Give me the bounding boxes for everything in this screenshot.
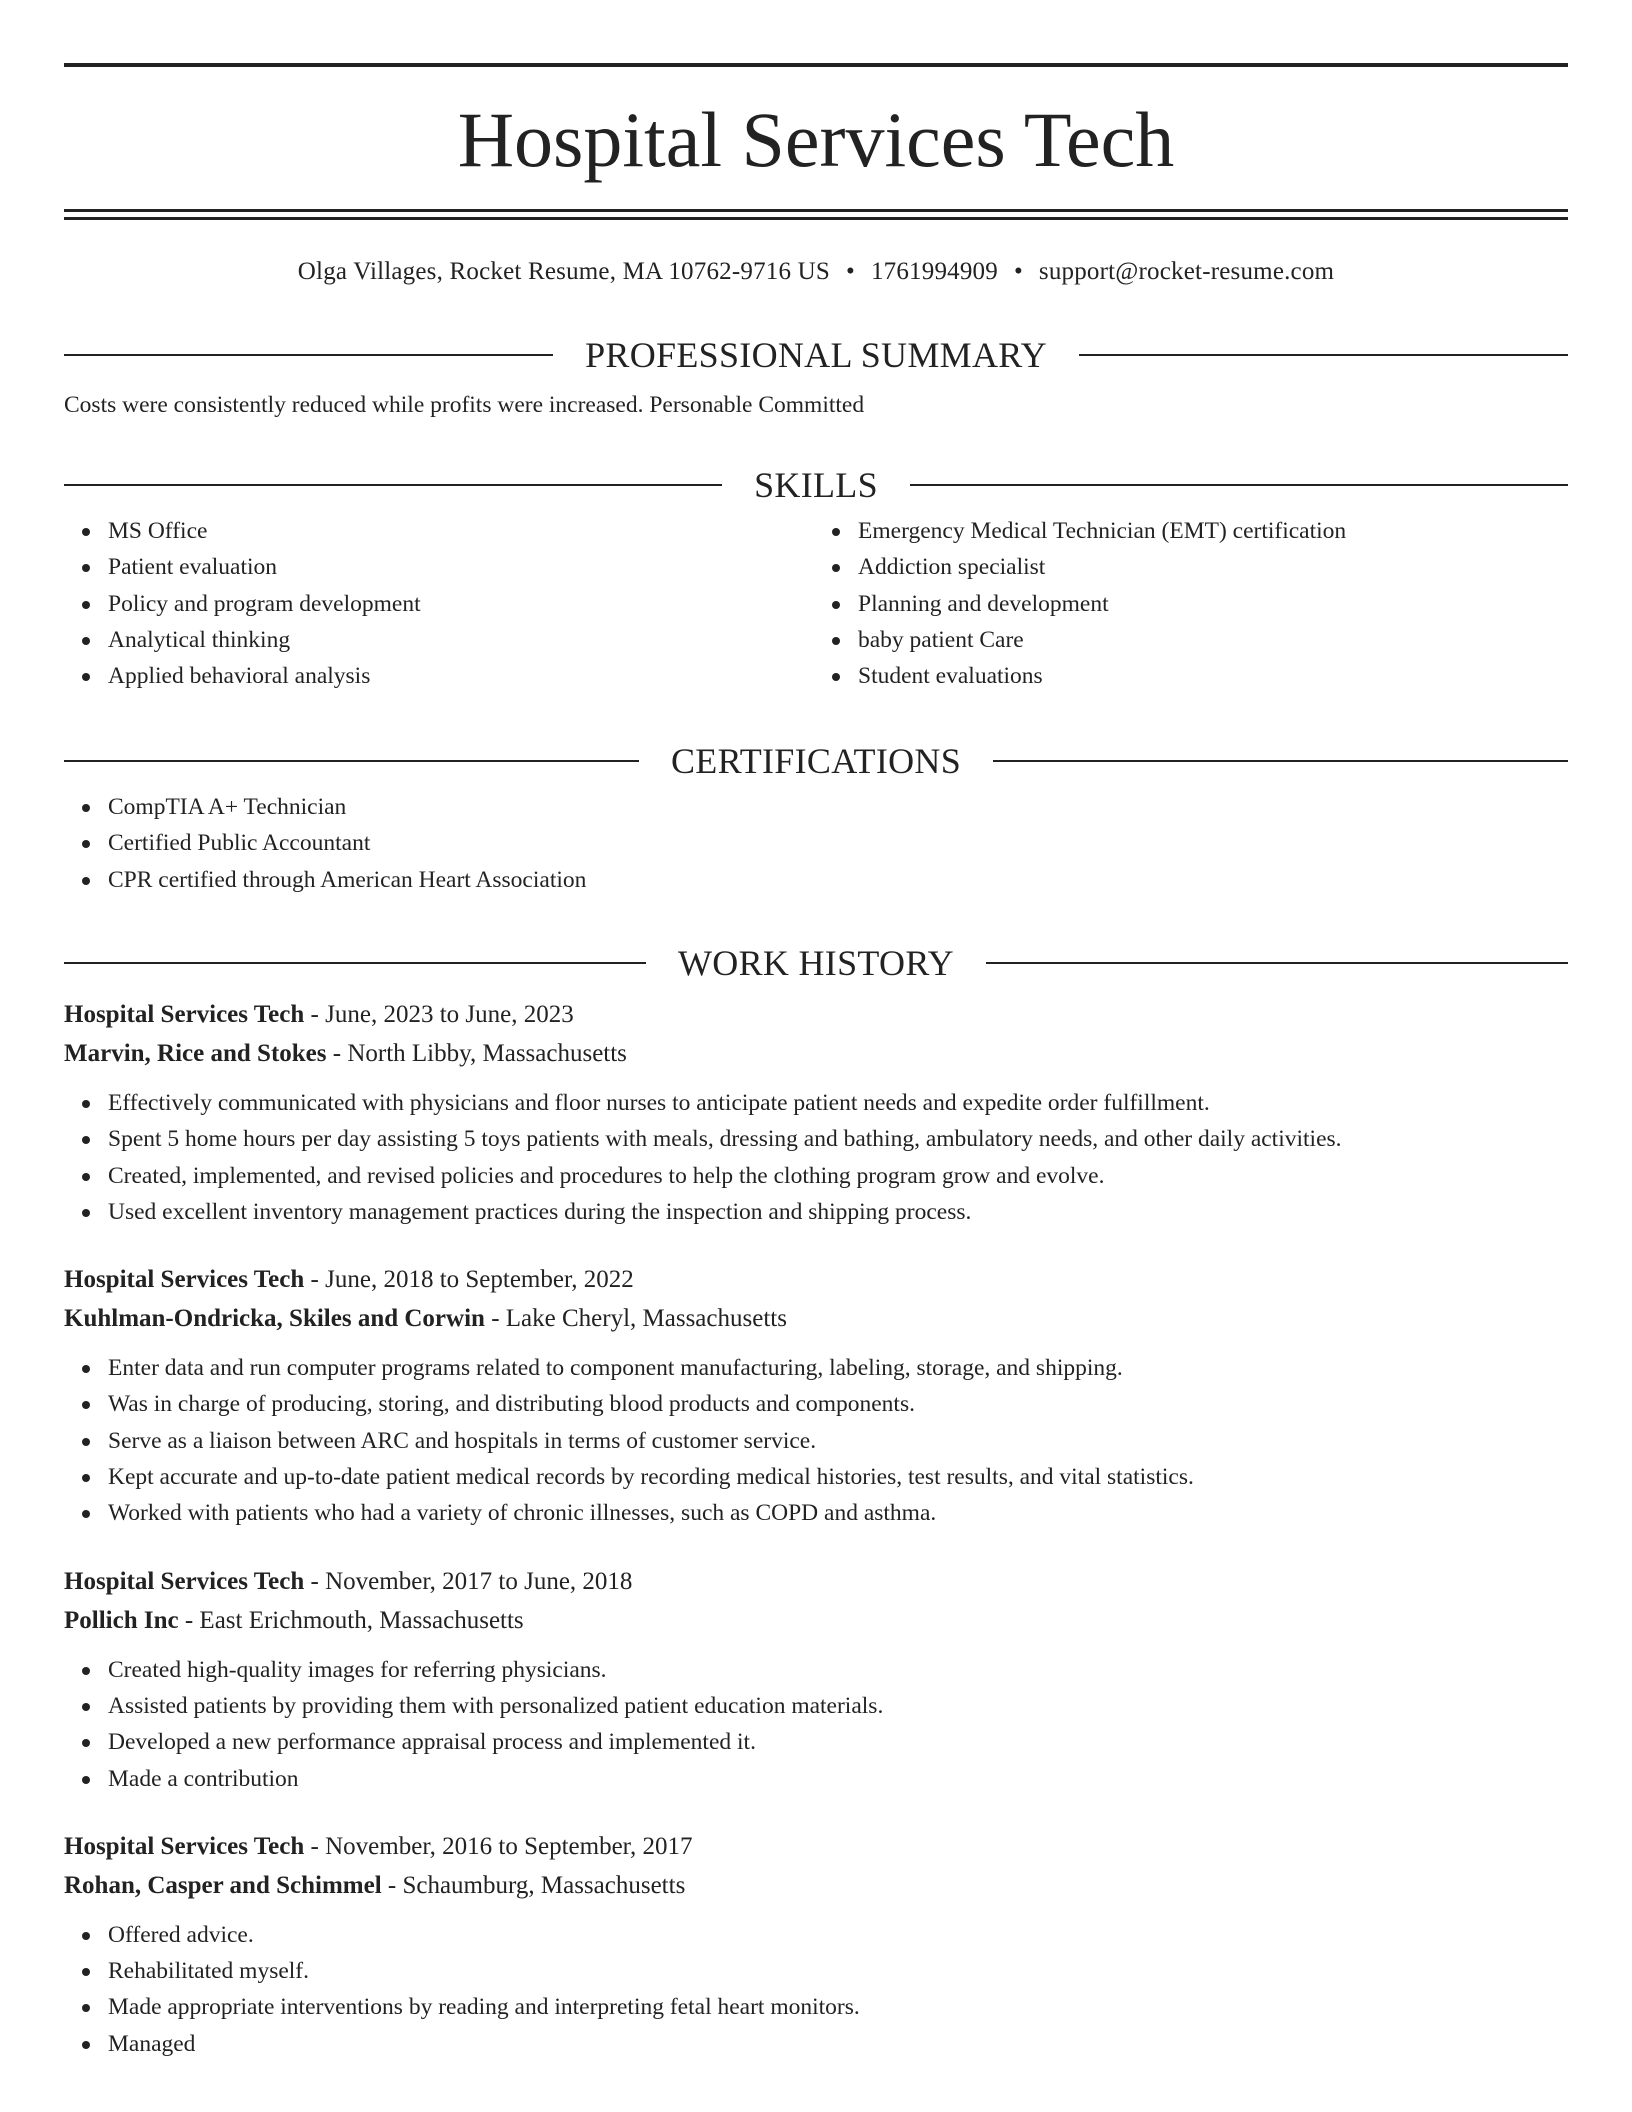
job-dates: - November, 2017 to June, 2018 (304, 1567, 633, 1595)
job-company-line (64, 1866, 1568, 1905)
heading-rule-left (64, 760, 639, 762)
job-bullet: Rehabilitated myself. (108, 1953, 1568, 1989)
skill-item: Applied behavioral analysis (108, 658, 818, 694)
job-dates: - June, 2023 to June, 2023 (304, 1001, 574, 1028)
job-bullet: Kept accurate and up-to-date patient medical records by recording medical histories, test results, and vital statistics. (108, 1459, 1568, 1495)
job-company: Rohan, Casper and Schimmel (64, 1871, 382, 1899)
job-bullet: Offered advice. (108, 1917, 1568, 1953)
job-company-line (64, 1601, 1568, 1640)
contact-phone: 1761994909 (870, 258, 998, 285)
skills-list-right (818, 513, 1568, 694)
job-role-line (64, 1562, 1568, 1601)
skills-section (64, 463, 1568, 694)
certifications-list (64, 789, 1568, 898)
contact-address: Olga Villages, Rocket Resume, MA 10762-9716 US (297, 258, 830, 285)
contact-separator: • (1013, 258, 1023, 285)
job-bullet: Created high-quality images for referring physicians. (108, 1652, 1568, 1688)
job-bullet: Was in charge of producing, storing, and distributing blood products and components. (108, 1386, 1568, 1422)
skill-item: Addiction specialist (858, 549, 1568, 585)
job-company: Kuhlman-Ondricka, Skiles and Corwin (64, 1305, 485, 1333)
certification-item: CPR certified through American Heart Association (108, 862, 1568, 898)
job-bullets (64, 1917, 1568, 2062)
skills-columns (64, 513, 1568, 694)
job-role: Hospital Services Tech (64, 1001, 305, 1028)
job-company: Pollich Inc (64, 1606, 179, 1634)
job-bullet: Worked with patients who had a variety of chronic illnesses, such as COPD and asthma. (108, 1495, 1568, 1531)
job-bullets (64, 1350, 1568, 1531)
skill-item: Student evaluations (858, 658, 1568, 694)
contact-line (64, 254, 1568, 290)
heading-rule-left (64, 354, 553, 356)
job-bullets (64, 1652, 1568, 1797)
job-role-line (64, 1827, 1568, 1866)
job-bullet: Spent 5 home hours per day assisting 5 toys patients with meals, dressing and bathing, ambulatory needs, and other daily activities. (108, 1121, 1568, 1157)
job-role: Hospital Services Tech (64, 1266, 305, 1294)
work-heading: WORK HISTORY (678, 943, 954, 983)
certifications-heading: CERTIFICATIONS (670, 741, 962, 781)
job-bullet: Effectively communicated with physicians and floor nurses to anticipate patient needs and expedite order fulfillment. (108, 1085, 1568, 1121)
job-bullet: Enter data and run computer programs related to component manufacturing, labeling, storage, and shipping. (108, 1350, 1568, 1386)
job-entry (64, 1260, 1568, 1531)
job-bullet: Made a contribution (108, 1761, 1568, 1797)
job-bullets (64, 1085, 1568, 1230)
job-role-line (64, 995, 1568, 1034)
skill-item: MS Office (108, 513, 818, 549)
work-heading-row (64, 941, 1568, 985)
job-dates: - November, 2016 to September, 2017 (304, 1832, 693, 1860)
skills-heading-row (64, 463, 1568, 507)
heading-rule-right (993, 760, 1568, 762)
job-role-line (64, 1260, 1568, 1299)
skill-item: Emergency Medical Technician (EMT) certification (858, 513, 1568, 549)
contact-separator: • (846, 258, 855, 285)
certification-item: Certified Public Accountant (108, 825, 1568, 861)
certifications-heading-row (64, 739, 1568, 783)
top-rule (64, 63, 1568, 67)
skill-item: baby patient Care (858, 622, 1568, 658)
certification-item: CompTIA A+ Technician (108, 789, 1568, 825)
job-entry (64, 1827, 1568, 2062)
job-location: - Lake Cheryl, Massachusetts (484, 1305, 787, 1333)
work-history-section (64, 941, 1568, 2062)
job-bullet: Developed a new performance appraisal process and implemented it. (108, 1724, 1568, 1760)
heading-rule-right (1079, 354, 1568, 356)
skill-item: Patient evaluation (108, 549, 818, 585)
skill-item: Planning and development (858, 586, 1568, 622)
skill-item: Policy and program development (108, 586, 818, 622)
job-entry (64, 1562, 1568, 1797)
certifications-section (64, 739, 1568, 898)
summary-text: Costs were consistently reduced while profits were increased. Personable Committed (64, 392, 865, 418)
job-role: Hospital Services Tech (64, 1832, 305, 1860)
heading-rule-left (64, 484, 722, 486)
job-role: Hospital Services Tech (64, 1567, 305, 1595)
skills-list-left (64, 513, 818, 694)
job-bullet: Assisted patients by providing them with personalized patient education materials. (108, 1688, 1568, 1724)
title-double-rule (64, 209, 1568, 220)
job-bullet: Used excellent inventory management practices during the inspection and shipping process. (108, 1194, 1568, 1230)
skills-heading: SKILLS (754, 465, 878, 505)
job-entry (64, 995, 1568, 1230)
job-company: Marvin, Rice and Stokes (64, 1040, 327, 1067)
job-company-line (64, 1299, 1568, 1338)
resume-title: Hospital Services Tech (457, 96, 1175, 183)
job-bullet: Made appropriate interventions by reading and interpreting fetal heart monitors. (108, 1989, 1568, 2025)
contact-email: support@rocket-resume.com (1038, 258, 1335, 285)
skill-item: Analytical thinking (108, 622, 818, 658)
job-bullet: Managed (108, 2026, 1568, 2062)
summary-heading: PROFESSIONAL SUMMARY (585, 335, 1047, 375)
heading-rule-right (986, 962, 1568, 964)
heading-rule-right (910, 484, 1568, 486)
job-bullet: Serve as a liaison between ARC and hospitals in terms of customer service. (108, 1423, 1568, 1459)
job-company-line (64, 1034, 1568, 1073)
job-location: - Schaumburg, Massachusetts (381, 1871, 686, 1899)
heading-rule-left (64, 962, 646, 964)
summary-heading-row (64, 333, 1568, 377)
summary-section (64, 333, 1568, 422)
job-bullet: Created, implemented, and revised policies and procedures to help the clothing program grow and evolve. (108, 1158, 1568, 1194)
job-location: - North Libby, Massachusetts (326, 1040, 627, 1067)
job-dates: - June, 2018 to September, 2022 (304, 1266, 634, 1294)
job-location: - East Erichmouth, Massachusetts (178, 1606, 524, 1634)
